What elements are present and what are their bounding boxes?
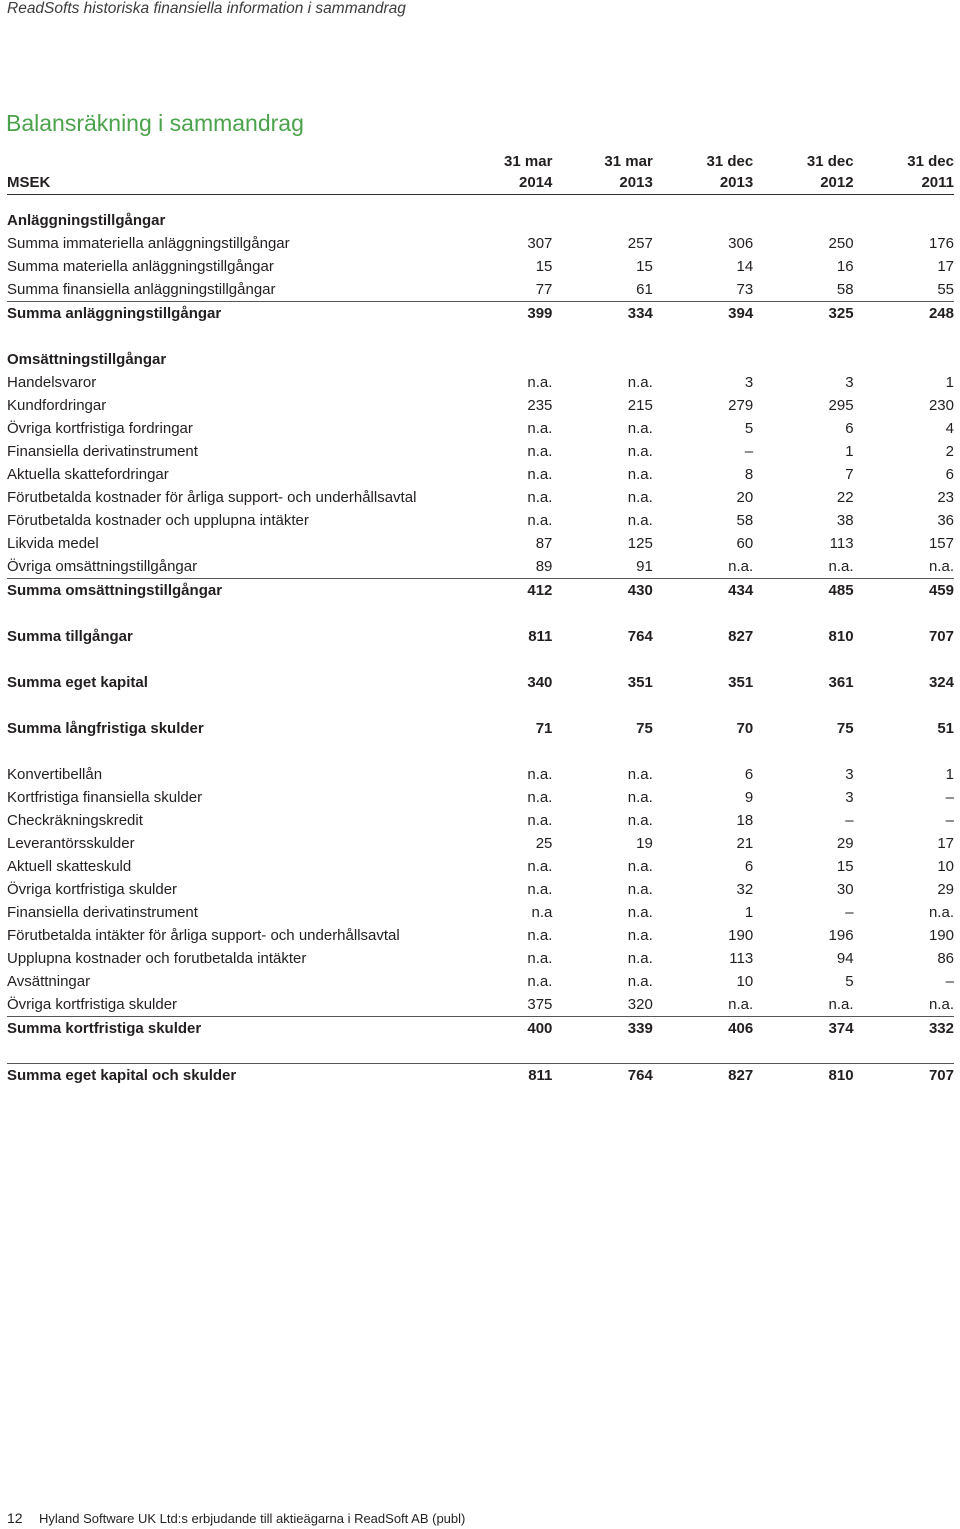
cell-value: 18 xyxy=(736,812,754,829)
row-label: Summa eget kapital och skulder xyxy=(7,1064,452,1088)
cell-value: n.a. xyxy=(627,927,653,944)
cell-value: 1 xyxy=(945,374,954,391)
cell-value: n.a. xyxy=(627,950,653,967)
spacer-row xyxy=(7,325,954,348)
cell-value: 3 xyxy=(845,766,854,783)
cell-value: 5 xyxy=(744,420,754,437)
cell-value: n.a. xyxy=(527,812,553,829)
balance-sheet-table xyxy=(7,152,954,1087)
row-label: Kortfristiga finansiella skulder xyxy=(7,789,203,806)
row-label: Övriga kortfristiga skulder xyxy=(7,881,178,898)
cell-value: 60 xyxy=(736,535,754,552)
spacer-row xyxy=(7,740,954,763)
cell-value: n.a. xyxy=(928,996,954,1013)
cell-value: 87 xyxy=(535,535,553,552)
cell-value: 6 xyxy=(744,766,754,783)
row-label: Finansiella derivatinstrument xyxy=(7,904,198,921)
row-label: Summa tillgångar xyxy=(7,628,133,645)
cell-value: 1 xyxy=(744,904,754,921)
column-date: 31 dec xyxy=(806,153,854,170)
cell-value: n.a. xyxy=(527,443,553,460)
total-row xyxy=(7,671,954,694)
table-row xyxy=(7,532,954,555)
cell-value: n.a xyxy=(531,904,553,921)
cell-value: 55 xyxy=(937,281,954,298)
table-row xyxy=(7,809,954,832)
table-row xyxy=(7,878,954,901)
column-date: 31 dec xyxy=(706,153,754,170)
cell-value: – xyxy=(845,904,854,921)
footer-text: Hyland Software UK Ltd:s erbjudande till aktieägarna i ReadSoft AB (publ) xyxy=(39,1511,466,1526)
cell-value: 17 xyxy=(937,258,954,275)
table-row xyxy=(7,417,954,440)
cell-value: 279 xyxy=(728,397,754,414)
table-row xyxy=(7,371,954,394)
cell-value: 332 xyxy=(854,1017,954,1041)
cell-value: 2 xyxy=(945,443,954,460)
cell-value: 3 xyxy=(845,789,854,806)
cell-value: 351 xyxy=(627,674,653,691)
cell-value: 51 xyxy=(937,720,954,737)
cell-value: n.a. xyxy=(928,904,954,921)
table-row xyxy=(7,463,954,486)
row-label: Avsättningar xyxy=(7,973,91,990)
cell-value: n.a. xyxy=(728,996,754,1013)
cell-value: 10 xyxy=(736,973,754,990)
cell-value: – xyxy=(945,973,954,990)
spacer-row xyxy=(7,694,954,717)
column-year: 2013 xyxy=(653,172,753,195)
table-row xyxy=(7,394,954,417)
cell-value: 25 xyxy=(535,835,553,852)
cell-value: 399 xyxy=(452,302,552,326)
cell-value: n.a. xyxy=(527,512,553,529)
table-row xyxy=(7,786,954,809)
cell-value: 14 xyxy=(736,258,754,275)
cell-value: 86 xyxy=(937,950,954,967)
cell-value: n.a. xyxy=(627,420,653,437)
unit-label: MSEK xyxy=(7,172,452,195)
cell-value: n.a. xyxy=(728,558,754,575)
cell-value: 339 xyxy=(552,1017,652,1041)
cell-value: – xyxy=(744,443,754,460)
cell-value: – xyxy=(945,812,954,829)
table-row xyxy=(7,486,954,509)
row-label: Summa immateriella anläggningstillgångar xyxy=(7,235,290,252)
spacer-row xyxy=(7,602,954,625)
cell-value: 77 xyxy=(535,281,553,298)
cell-value: 248 xyxy=(854,302,954,326)
cell-value: n.a. xyxy=(627,443,653,460)
cell-value: 707 xyxy=(854,1064,954,1088)
section-heading-row xyxy=(7,348,954,371)
cell-value: 20 xyxy=(736,489,754,506)
cell-value: n.a. xyxy=(627,766,653,783)
row-label: Förutbetalda kostnader och upplupna intäkter xyxy=(7,512,309,529)
table-row xyxy=(7,970,954,993)
cell-value: 459 xyxy=(854,579,954,603)
cell-value: 334 xyxy=(552,302,652,326)
cell-value: 3 xyxy=(744,374,754,391)
cell-value: 15 xyxy=(836,858,854,875)
cell-value: 827 xyxy=(728,628,754,645)
cell-value: 36 xyxy=(937,512,954,529)
cell-value: 5 xyxy=(845,973,854,990)
cell-value: n.a. xyxy=(527,789,553,806)
cell-value: 1 xyxy=(845,443,854,460)
header-blank xyxy=(7,152,452,172)
cell-value: n.a. xyxy=(627,789,653,806)
column-year: 2013 xyxy=(552,172,652,195)
total-row xyxy=(7,717,954,740)
page-footer xyxy=(7,1510,465,1526)
cell-value: 810 xyxy=(828,628,854,645)
cell-value: 15 xyxy=(636,258,653,275)
cell-value: 1 xyxy=(945,766,954,783)
section-heading-row xyxy=(7,209,954,232)
total-row xyxy=(7,302,954,326)
balance-sheet-table-wrap xyxy=(7,152,954,1087)
cell-value: 38 xyxy=(836,512,854,529)
running-head: ReadSofts historiska finansiella information i sammandrag xyxy=(7,0,406,17)
cell-value: 30 xyxy=(836,881,854,898)
cell-value: 811 xyxy=(528,628,553,645)
cell-value: 230 xyxy=(928,397,954,414)
cell-value: n.a. xyxy=(627,374,653,391)
row-label: Checkräkningskredit xyxy=(7,812,143,829)
cell-value: 707 xyxy=(928,628,954,645)
cell-value: 23 xyxy=(937,489,954,506)
row-label: Förutbetalda intäkter för årliga support- och underhållsavtal xyxy=(7,927,400,944)
cell-value: 75 xyxy=(836,720,854,737)
row-label: Summa kortfristiga skulder xyxy=(7,1017,452,1041)
total-row xyxy=(7,625,954,648)
cell-value: n.a. xyxy=(527,858,553,875)
cell-value: 7 xyxy=(845,466,854,483)
cell-value: n.a. xyxy=(627,904,653,921)
cell-value: 4 xyxy=(945,420,954,437)
table-row xyxy=(7,947,954,970)
cell-value: 113 xyxy=(829,535,854,552)
cell-value: n.a. xyxy=(828,996,854,1013)
cell-value: 215 xyxy=(627,397,653,414)
total-row xyxy=(7,579,954,603)
cell-value: n.a. xyxy=(527,420,553,437)
row-label: Summa finansiella anläggningstillgångar xyxy=(7,281,276,298)
cell-value: 9 xyxy=(744,789,754,806)
column-date: 31 mar xyxy=(504,153,553,170)
cell-value: 58 xyxy=(736,512,754,529)
cell-value: 320 xyxy=(627,996,653,1013)
cell-value: 430 xyxy=(552,579,652,603)
row-label: Förutbetalda kostnader för årliga support- och underhållsavtal xyxy=(7,489,417,506)
cell-value: 21 xyxy=(736,835,754,852)
cell-value: 61 xyxy=(636,281,653,298)
row-label: Aktuell skatteskuld xyxy=(7,858,132,875)
cell-value: 295 xyxy=(828,397,854,414)
row-label: Summa långfristiga skulder xyxy=(7,720,204,737)
cell-value: 406 xyxy=(653,1017,753,1041)
cell-value: 6 xyxy=(945,466,954,483)
cell-value: – xyxy=(945,789,954,806)
cell-value: 75 xyxy=(636,720,653,737)
cell-value: 17 xyxy=(937,835,954,852)
row-label: Övriga kortfristiga fordringar xyxy=(7,420,193,437)
table-row xyxy=(7,555,954,579)
cell-value: 157 xyxy=(928,535,954,552)
table-row xyxy=(7,509,954,532)
cell-value: 29 xyxy=(836,835,854,852)
table-body xyxy=(7,209,954,1087)
row-label: Handelsvaror xyxy=(7,374,97,391)
table-row xyxy=(7,255,954,278)
cell-value: 73 xyxy=(736,281,754,298)
table-row xyxy=(7,855,954,878)
cell-value: 412 xyxy=(452,579,552,603)
row-label: Summa anläggningstillgångar xyxy=(7,302,452,326)
row-label: Summa omsättningstillgångar xyxy=(7,579,452,603)
table-row xyxy=(7,278,954,302)
cell-value: 113 xyxy=(729,950,754,967)
row-label: Kundfordringar xyxy=(7,397,107,414)
cell-value: 15 xyxy=(535,258,553,275)
cell-value: 32 xyxy=(736,881,754,898)
cell-value: 89 xyxy=(535,558,553,575)
page-number: 12 xyxy=(7,1510,23,1526)
row-label: Leverantörsskulder xyxy=(7,835,135,852)
section-heading: Anläggningstillgångar xyxy=(7,212,166,229)
cell-value: 764 xyxy=(552,1064,652,1088)
row-label: Övriga kortfristiga skulder xyxy=(7,996,178,1013)
spacer-row xyxy=(7,1040,954,1064)
cell-value: 125 xyxy=(627,535,653,552)
total-row xyxy=(7,1064,954,1088)
cell-value: 22 xyxy=(836,489,854,506)
section-heading: Omsättningstillgångar xyxy=(7,351,167,368)
cell-value: 235 xyxy=(527,397,553,414)
column-date: 31 mar xyxy=(604,153,653,170)
cell-value: n.a. xyxy=(627,466,653,483)
cell-value: 58 xyxy=(836,281,854,298)
cell-value: n.a. xyxy=(527,374,553,391)
row-label: Summa materiella anläggningstillgångar xyxy=(7,258,274,275)
cell-value: 16 xyxy=(836,258,854,275)
cell-value: 19 xyxy=(636,835,653,852)
cell-value: 70 xyxy=(736,720,754,737)
row-label: Aktuella skattefordringar xyxy=(7,466,169,483)
total-row xyxy=(7,1017,954,1041)
cell-value: n.a. xyxy=(828,558,854,575)
column-date: 31 dec xyxy=(907,153,954,170)
table-row xyxy=(7,832,954,855)
row-label: Konvertibellån xyxy=(7,766,103,783)
cell-value: 324 xyxy=(928,674,954,691)
spacer-row xyxy=(7,648,954,671)
cell-value: n.a. xyxy=(527,489,553,506)
row-label: Finansiella derivatinstrument xyxy=(7,443,198,460)
cell-value: 400 xyxy=(452,1017,552,1041)
cell-value: 250 xyxy=(828,235,854,252)
table-row xyxy=(7,232,954,255)
table-row xyxy=(7,924,954,947)
cell-value: 307 xyxy=(527,235,553,252)
cell-value: 394 xyxy=(653,302,753,326)
cell-value: 340 xyxy=(527,674,553,691)
cell-value: 810 xyxy=(753,1064,853,1088)
table-row xyxy=(7,901,954,924)
cell-value: n.a. xyxy=(527,927,553,944)
cell-value: n.a. xyxy=(527,950,553,967)
cell-value: 29 xyxy=(937,881,954,898)
cell-value: 6 xyxy=(845,420,854,437)
cell-value: n.a. xyxy=(527,466,553,483)
cell-value: 10 xyxy=(937,858,954,875)
page-title: Balansräkning i sammandrag xyxy=(6,110,304,136)
cell-value: n.a. xyxy=(627,858,653,875)
cell-value: n.a. xyxy=(928,558,954,575)
cell-value: 8 xyxy=(744,466,754,483)
cell-value: 434 xyxy=(653,579,753,603)
cell-value: 91 xyxy=(636,558,653,575)
cell-value: n.a. xyxy=(527,766,553,783)
cell-value: 71 xyxy=(535,720,553,737)
column-year: 2014 xyxy=(452,172,552,195)
cell-value: n.a. xyxy=(627,973,653,990)
column-year: 2011 xyxy=(854,172,954,195)
table-row xyxy=(7,763,954,786)
cell-value: 257 xyxy=(627,235,653,252)
cell-value: n.a. xyxy=(527,881,553,898)
cell-value: 190 xyxy=(928,927,954,944)
cell-value: 764 xyxy=(627,628,653,645)
cell-value: 325 xyxy=(753,302,853,326)
row-label: Likvida medel xyxy=(7,535,99,552)
cell-value: n.a. xyxy=(627,489,653,506)
cell-value: 3 xyxy=(845,374,854,391)
cell-value: 374 xyxy=(753,1017,853,1041)
cell-value: n.a. xyxy=(627,881,653,898)
cell-value: 351 xyxy=(728,674,754,691)
row-label: Upplupna kostnader och forutbetalda intäkter xyxy=(7,950,307,967)
cell-value: 190 xyxy=(728,927,754,944)
cell-value: 485 xyxy=(753,579,853,603)
cell-value: 375 xyxy=(527,996,553,1013)
cell-value: 6 xyxy=(744,858,754,875)
cell-value: 94 xyxy=(836,950,854,967)
cell-value: 361 xyxy=(828,674,854,691)
cell-value: – xyxy=(845,812,854,829)
column-year: 2012 xyxy=(753,172,853,195)
cell-value: 176 xyxy=(928,235,954,252)
table-row xyxy=(7,993,954,1017)
cell-value: n.a. xyxy=(627,812,653,829)
cell-value: 306 xyxy=(728,235,754,252)
cell-value: n.a. xyxy=(527,973,553,990)
cell-value: n.a. xyxy=(627,512,653,529)
cell-value: 811 xyxy=(452,1064,552,1088)
table-row xyxy=(7,440,954,463)
cell-value: 196 xyxy=(828,927,854,944)
row-label: Övriga omsättningstillgångar xyxy=(7,558,198,575)
cell-value: 827 xyxy=(653,1064,753,1088)
row-label: Summa eget kapital xyxy=(7,674,148,691)
